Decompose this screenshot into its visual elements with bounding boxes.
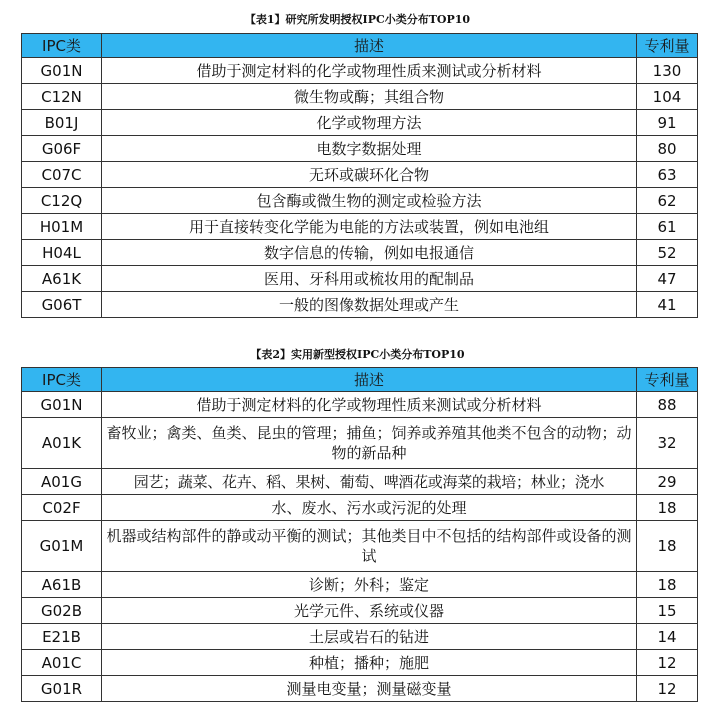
description-cell: 数字信息的传输，例如电报通信	[102, 240, 637, 266]
count-cell: 41	[637, 292, 698, 318]
description-cell: 土层或岩石的钻进	[102, 624, 637, 650]
column-header-count: 专利量	[637, 368, 698, 392]
table2-caption: 【表2】实用新型授权IPC小类分布TOP10	[250, 348, 465, 361]
table-row	[22, 214, 698, 240]
column-header-ipc: IPC类	[22, 368, 102, 392]
description-cell: 包含酶或微生物的测定或检验方法	[102, 188, 637, 214]
ipc-code-cell: G06T	[22, 292, 102, 318]
column-header-ipc: IPC类	[22, 34, 102, 58]
count-cell: 88	[637, 392, 698, 418]
table2-ipc-utility-model-grants	[21, 367, 698, 702]
table-row	[22, 572, 698, 598]
table-row	[22, 624, 698, 650]
table-row	[22, 188, 698, 214]
ipc-code-cell: G01N	[22, 392, 102, 418]
count-cell: 14	[637, 624, 698, 650]
description-cell: 化学或物理方法	[102, 110, 637, 136]
description-cell: 水、废水、污水或污泥的处理	[102, 495, 637, 521]
table-row	[22, 676, 698, 702]
count-cell: 18	[637, 521, 698, 572]
table-row	[22, 58, 698, 84]
description-cell: 用于直接转变化学能为电能的方法或装置，例如电池组	[102, 214, 637, 240]
count-cell: 32	[637, 418, 698, 469]
description-cell: 光学元件、系统或仪器	[102, 598, 637, 624]
table-row	[22, 292, 698, 318]
ipc-code-cell: A61K	[22, 266, 102, 292]
count-cell: 12	[637, 650, 698, 676]
ipc-code-cell: G01N	[22, 58, 102, 84]
description-cell: 无环或碳环化合物	[102, 162, 637, 188]
count-cell: 61	[637, 214, 698, 240]
description-cell: 医用、牙科用或梳妆用的配制品	[102, 266, 637, 292]
count-cell: 47	[637, 266, 698, 292]
count-cell: 62	[637, 188, 698, 214]
count-cell: 18	[637, 572, 698, 598]
description-cell: 借助于测定材料的化学或物理性质来测试或分析材料	[102, 392, 637, 418]
ipc-code-cell: G01M	[22, 521, 102, 572]
ipc-code-cell: B01J	[22, 110, 102, 136]
table-row	[22, 495, 698, 521]
table-row	[22, 110, 698, 136]
description-cell: 机器或结构部件的静或动平衡的测试；其他类目中不包括的结构部件或设备的测试	[102, 521, 637, 572]
count-cell: 80	[637, 136, 698, 162]
ipc-code-cell: C12N	[22, 84, 102, 110]
description-cell: 借助于测定材料的化学或物理性质来测试或分析材料	[102, 58, 637, 84]
count-cell: 52	[637, 240, 698, 266]
ipc-code-cell: A01G	[22, 469, 102, 495]
description-cell: 微生物或酶；其组合物	[102, 84, 637, 110]
table-row	[22, 136, 698, 162]
count-cell: 130	[637, 58, 698, 84]
table-header-row	[22, 368, 698, 392]
ipc-code-cell: C02F	[22, 495, 102, 521]
ipc-code-cell: H01M	[22, 214, 102, 240]
table-row	[22, 162, 698, 188]
ipc-code-cell: C07C	[22, 162, 102, 188]
count-cell: 63	[637, 162, 698, 188]
table-row	[22, 521, 698, 572]
table-row	[22, 266, 698, 292]
table-row	[22, 650, 698, 676]
count-cell: 12	[637, 676, 698, 702]
ipc-code-cell: A01C	[22, 650, 102, 676]
ipc-code-cell: A61B	[22, 572, 102, 598]
column-header-count: 专利量	[637, 34, 698, 58]
ipc-code-cell: H04L	[22, 240, 102, 266]
count-cell: 91	[637, 110, 698, 136]
ipc-code-cell: A01K	[22, 418, 102, 469]
description-cell: 一般的图像数据处理或产生	[102, 292, 637, 318]
ipc-code-cell: G01R	[22, 676, 102, 702]
description-cell: 种植；播种；施肥	[102, 650, 637, 676]
ipc-code-cell: C12Q	[22, 188, 102, 214]
table-row	[22, 392, 698, 418]
description-cell: 电数字数据处理	[102, 136, 637, 162]
column-header-description: 描述	[102, 34, 637, 58]
table1-caption: 【表1】研究所发明授权IPC小类分布TOP10	[244, 13, 471, 26]
table-header-row	[22, 34, 698, 58]
table-row	[22, 418, 698, 469]
ipc-code-cell: G06F	[22, 136, 102, 162]
description-cell: 诊断；外科；鉴定	[102, 572, 637, 598]
table-row	[22, 469, 698, 495]
description-cell: 畜牧业；禽类、鱼类、昆虫的管理；捕鱼；饲养或养殖其他类不包含的动物；动物的新品种	[102, 418, 637, 469]
description-cell: 测量电变量；测量磁变量	[102, 676, 637, 702]
column-header-description: 描述	[102, 368, 637, 392]
count-cell: 29	[637, 469, 698, 495]
ipc-code-cell: E21B	[22, 624, 102, 650]
count-cell: 15	[637, 598, 698, 624]
ipc-code-cell: G02B	[22, 598, 102, 624]
table-row	[22, 240, 698, 266]
count-cell: 18	[637, 495, 698, 521]
description-cell: 园艺；蔬菜、花卉、稻、果树、葡萄、啤酒花或海菜的栽培；林业；浇水	[102, 469, 637, 495]
table-row	[22, 598, 698, 624]
table1-ipc-invention-grants	[21, 33, 698, 318]
table-row	[22, 84, 698, 110]
count-cell: 104	[637, 84, 698, 110]
